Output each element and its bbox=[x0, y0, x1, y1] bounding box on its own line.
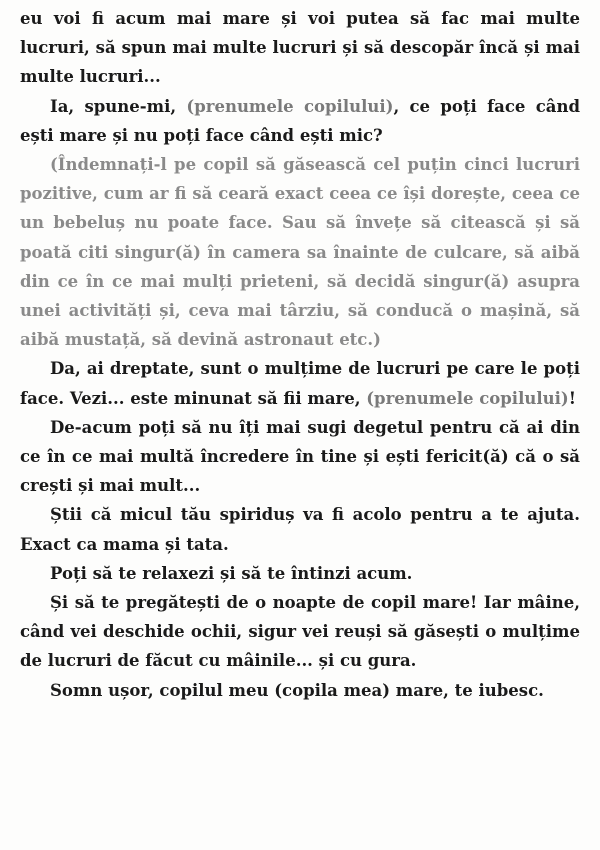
paragraph-4-text-b: ! bbox=[568, 388, 576, 408]
instruction-paragraph bbox=[20, 150, 580, 354]
child-name-placeholder: (prenumele copilului) bbox=[186, 96, 394, 116]
instruction-text: (Îndemnați-l pe copil să găsească cel puțin cinci lucruri pozitive, cum ar fi să ceară exact ceea ce își dorește, ceea ce un bebeluș nu poate face. Sau să învețe să citească și să poată citi singur(ă) în camera sa înainte de culcare, să aibă din ce în ce mai mulți prieteni, să decidă singur(ă) asupra unei activități și, ceva mai târziu, să conducă o mașină, să aibă mustață, să devină astronaut etc.) bbox=[20, 155, 580, 350]
paragraph-5-text: De-acum poți să nu îți mai sugi degetul pentru că ai din ce în ce mai multă încredere în tine și ești fericit(ă) că o să crești și mai mult... bbox=[20, 417, 580, 496]
paragraph-7 bbox=[20, 559, 580, 588]
paragraph-4-text-a: Da, ai dreptate, sunt o mulțime de lucruri pe care le poți face. Vezi... este minunat să fii mare, bbox=[20, 359, 580, 408]
paragraph-6 bbox=[20, 500, 580, 558]
paragraph-6-text: Știi că micul tău spiriduș va fi acolo pentru a te ajuta. Exact ca mama și tata. bbox=[20, 505, 580, 554]
paragraph-5 bbox=[20, 413, 580, 501]
paragraph-1-text: eu voi fi acum mai mare și voi putea să fac mai multe lucruri, să spun mai multe lucruri și să descopăr încă și mai multe lucruri... bbox=[20, 9, 580, 87]
paragraph-7-text: Poți să te relaxezi și să te întinzi acum. bbox=[50, 563, 413, 583]
page-text bbox=[20, 4, 580, 705]
paragraph-8 bbox=[20, 588, 580, 676]
child-name-placeholder: (prenumele copilului) bbox=[366, 388, 569, 408]
paragraph-9-text: Somn ușor, copilul meu (copila mea) mare, te iubesc. bbox=[50, 680, 544, 700]
paragraph-2-text-b: , ce poți face când ești mare și nu poți face când ești mic? bbox=[20, 96, 580, 145]
paragraph-1 bbox=[20, 4, 580, 92]
paragraph-9 bbox=[20, 676, 580, 705]
paragraph-4 bbox=[20, 354, 580, 412]
paragraph-8-text: Și să te pregătești de o noapte de copil mare! Iar mâine, când vei deschide ochii, sigur vei reuși să găsești o mulțime de lucruri de făcut cu mâinile... și cu gura. bbox=[20, 593, 580, 671]
paragraph-2 bbox=[20, 92, 580, 150]
paragraph-2-text-a: Ia, spune-mi, bbox=[50, 96, 187, 116]
